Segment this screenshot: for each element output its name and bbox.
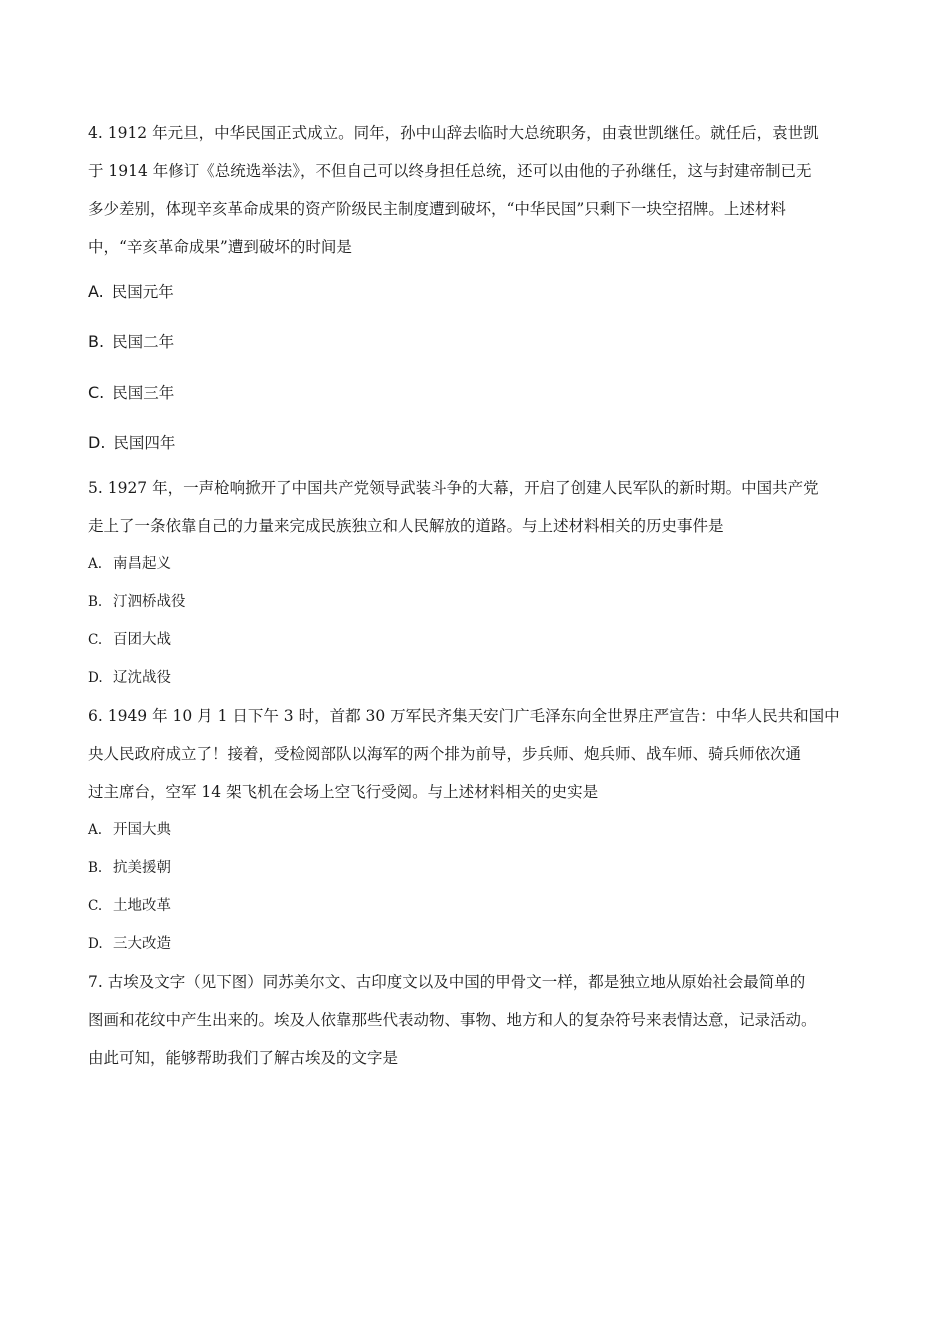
q5-option-c-letter: C. <box>88 632 103 648</box>
q5-line-1: 5. 1927 年，一声枪响掀开了中国共产党领导武装斗争的大幕，开启了创建人民军队的新时期。中国共产党 <box>88 479 819 497</box>
q4-option-b-letter: B. <box>88 332 105 351</box>
q6-option-c-text: 土地改革 <box>113 898 171 914</box>
q5-option-c-text: 百团大战 <box>113 632 171 648</box>
q7-line-2: 图画和花纹中产生出来的。埃及人依靠那些代表动物、事物、地方和人的复杂符号来表情达意，记录活动。 <box>88 1011 817 1029</box>
q4-option-c <box>88 383 174 403</box>
q7-line-1: 7. 古埃及文字（见下图）同苏美尔文、古印度文以及中国的甲骨文一样，都是独立地从原始社会最简单的 <box>88 973 806 991</box>
q6-option-a-text: 开国大典 <box>113 822 171 838</box>
q4-option-b <box>88 332 174 352</box>
q5-option-d <box>88 668 171 688</box>
q4-option-c-letter: C. <box>88 383 105 402</box>
q4-option-c-text: 民国三年 <box>112 384 175 402</box>
q6-option-d-text: 三大改造 <box>113 936 171 952</box>
q5-option-a-text: 南昌起义 <box>113 556 171 572</box>
q5-option-a-letter: A. <box>88 556 103 572</box>
q5-option-d-text: 辽沈战役 <box>113 670 171 686</box>
q5-option-c <box>88 630 171 650</box>
q6-option-c <box>88 896 171 916</box>
q4-option-a-letter: A. <box>88 282 104 301</box>
q7-line-3: 由此可知，能够帮助我们了解古埃及的文字是 <box>88 1049 399 1067</box>
q4-option-b-text: 民国二年 <box>112 333 175 351</box>
q5-option-d-letter: D. <box>88 670 103 686</box>
q5-option-a <box>88 554 171 574</box>
q6-option-b <box>88 858 171 878</box>
q4-option-d-text: 民国四年 <box>113 434 176 452</box>
q6-option-a <box>88 820 171 840</box>
q6-line-1: 6. 1949 年 10 月 1 日下午 3 时，首都 30 万军民齐集天安门广毛泽东向全世界庄严宣告：中华人民共和国中 <box>88 707 840 725</box>
q6-option-a-letter: A. <box>88 822 103 838</box>
q6-option-c-letter: C. <box>88 898 103 914</box>
q4-line-3: 多少差别，体现辛亥革命成果的资产阶级民主制度遭到破坏，“中华民国”只剩下一块空招牌。上述材料 <box>88 200 786 218</box>
q5-line-2: 走上了一条依靠自己的力量来完成民族独立和人民解放的道路。与上述材料相关的历史事件是 <box>88 517 724 535</box>
q4-option-d <box>88 433 175 453</box>
q5-option-b-letter: B. <box>88 594 103 610</box>
q6-option-d-letter: D. <box>88 936 103 952</box>
q5-option-b <box>88 592 186 612</box>
q4-line-4: 中，“辛亥革命成果”遭到破坏的时间是 <box>88 238 352 256</box>
q4-line-1: 4. 1912 年元旦，中华民国正式成立。同年，孙中山辞去临时大总统职务，由袁世凯继任。就任后，袁世凯 <box>88 124 819 142</box>
q6-line-3: 过主席台，空军 14 架飞机在会场上空飞行受阅。与上述材料相关的史实是 <box>88 783 599 801</box>
q4-option-a-text: 民国元年 <box>111 283 174 301</box>
q6-option-b-text: 抗美援朝 <box>113 860 171 876</box>
q6-option-d <box>88 934 171 954</box>
q5-option-b-text: 汀泗桥战役 <box>113 594 186 610</box>
q4-option-d-letter: D. <box>88 433 106 452</box>
q4-line-2: 于 1914 年修订《总统选举法》，不但自己可以终身担任总统，还可以由他的子孙继任，这与封建帝制已无 <box>88 162 812 180</box>
q4-option-a <box>88 282 174 302</box>
q6-option-b-letter: B. <box>88 860 103 876</box>
q6-line-2: 央人民政府成立了！接着，受检阅部队以海军的两个排为前导，步兵师、炮兵师、战车师、骑兵师依次通 <box>88 745 802 763</box>
